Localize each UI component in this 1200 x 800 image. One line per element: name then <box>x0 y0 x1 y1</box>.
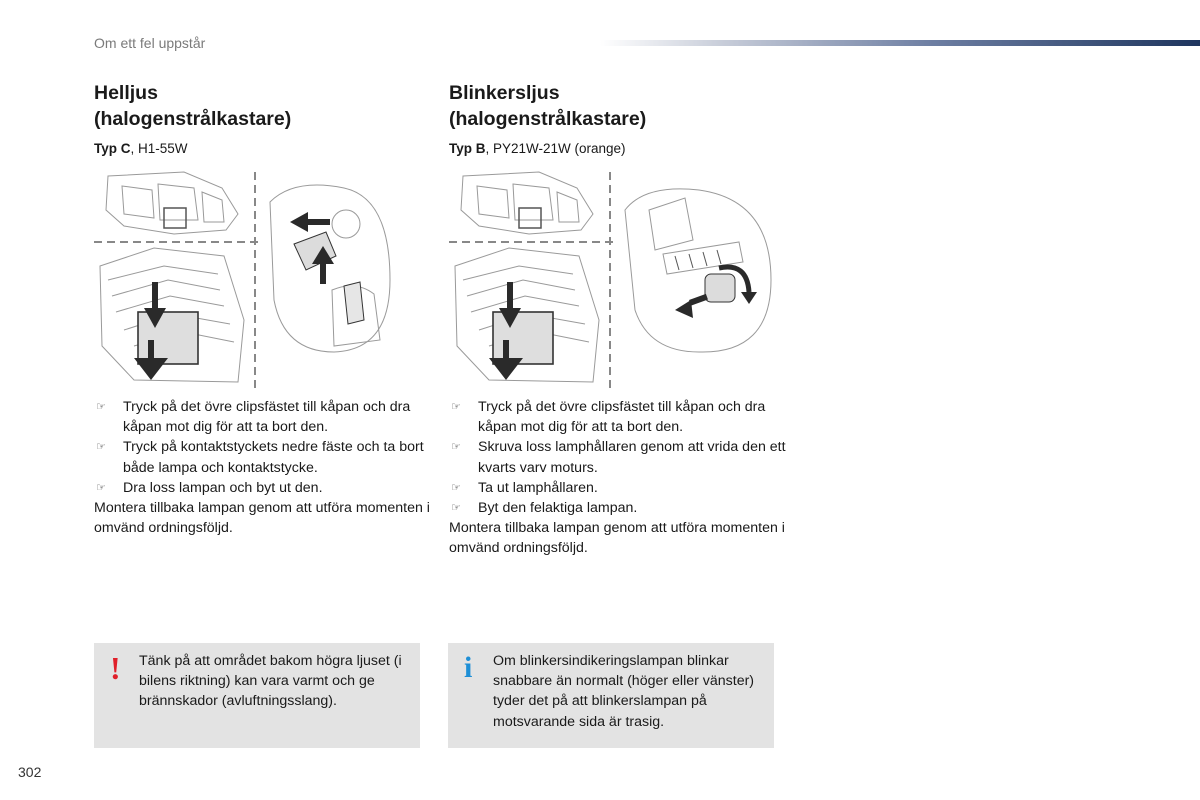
pointing-hand-icon: ☞ <box>96 401 106 413</box>
high-beam-bulb-type: Typ C, H1-55W <box>94 141 188 156</box>
info-note <box>448 643 774 748</box>
list-item: ☞ Tryck på det övre clipsfästet till kåpan och dra kåpan mot dig för att ta bort den. <box>96 399 411 436</box>
indicator-bulb-type: Typ B, PY21W-21W (orange) <box>449 141 626 156</box>
indicator-steps <box>449 397 789 559</box>
high-beam-title: Helljus (halogenstrålkastare) <box>94 82 292 130</box>
list-item: ☞ Ta ut lamphållaren. <box>449 478 789 498</box>
pointing-hand-icon: ☞ <box>96 481 106 494</box>
pointing-hand-icon: ☞ <box>451 502 461 515</box>
list-item: ☞ Tryck på kontaktstyckets nedre fäste och ta bort både lampa och kontaktstycke. <box>96 439 424 476</box>
pointing-hand-icon: ☞ <box>451 441 461 454</box>
reassembly-note: Montera tillbaka lampan genom att utföra momenten i omvänd ordningsföljd. <box>449 520 785 557</box>
list-item: ☞ Skruva loss lamphållaren genom att vrida den ett kvarts varv moturs. <box>451 439 786 476</box>
pointing-hand-icon: ☞ <box>451 481 461 494</box>
exclamation-icon: ! <box>110 650 121 686</box>
list-item: ☞ Dra loss lampan och byt ut den. <box>94 478 434 498</box>
header-gradient-bar <box>600 40 1200 46</box>
warning-text: Tänk på att området bakom högra ljuset (i bilens riktning) kan vara varmt och ge brännskador (avluftningsslang). <box>139 653 402 710</box>
indicator-illustration <box>449 170 779 392</box>
info-text: Om blinkersindikeringslampan blinkar snabbare än normalt (höger eller vänster) tyder det på att blinkerslampan på motsvarande sida är trasig. <box>493 653 755 730</box>
high-beam-illustration <box>94 170 424 392</box>
page-number: 302 <box>18 764 42 780</box>
pointing-hand-icon: ☞ <box>96 441 106 454</box>
high-beam-section <box>94 80 424 157</box>
list-item: ☞ Byt den felaktiga lampan. <box>449 498 789 518</box>
list-item: ☞ Tryck på det övre clipsfästet till kåpan och dra kåpan mot dig för att ta bort den. <box>451 399 766 436</box>
pointing-hand-icon: ☞ <box>451 401 461 413</box>
info-icon: i <box>464 651 473 684</box>
section-header: Om ett fel uppstår <box>94 35 206 51</box>
warning-note <box>94 643 420 748</box>
indicator-title: Blinkersljus (halogenstrålkastare) <box>449 82 647 130</box>
reassembly-note: Montera tillbaka lampan genom att utföra momenten i omvänd ordningsföljd. <box>94 500 430 537</box>
high-beam-steps <box>94 397 434 538</box>
indicator-section <box>449 80 779 157</box>
